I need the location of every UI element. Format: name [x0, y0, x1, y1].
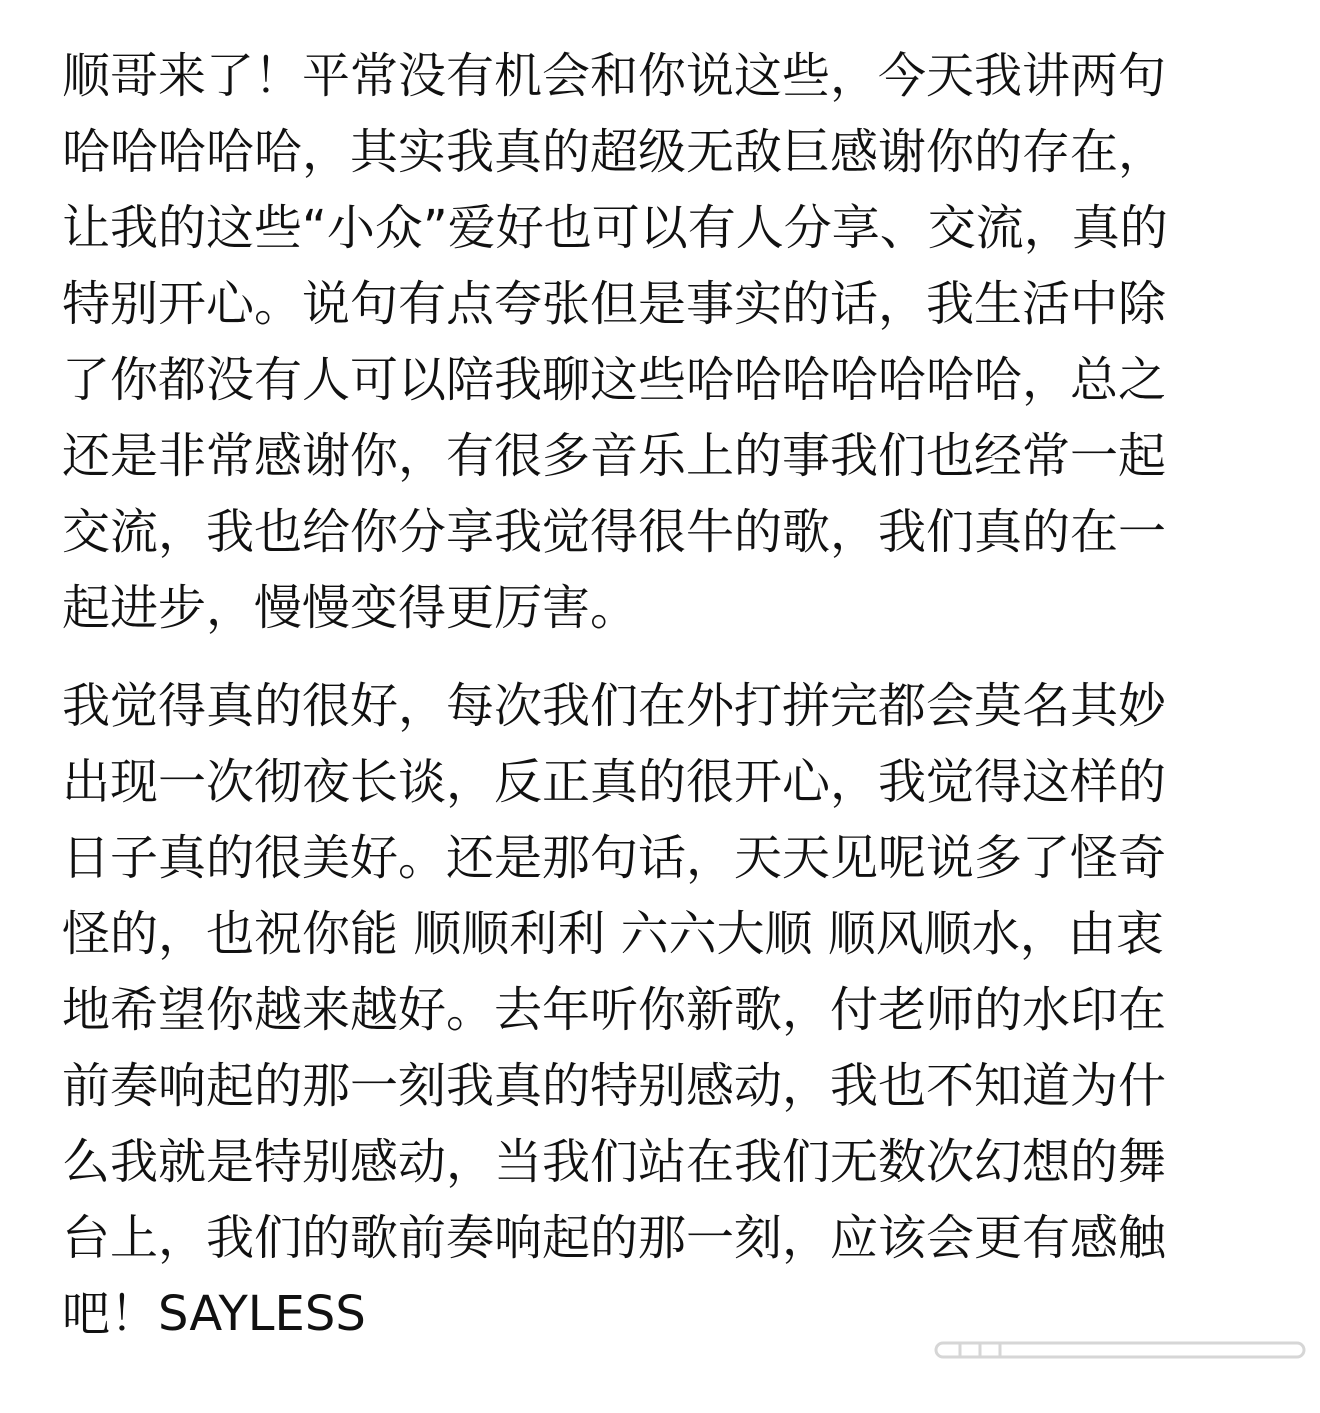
paragraph-2	[62, 668, 1252, 1352]
post-text	[62, 38, 1252, 1352]
text-line: 前奏响起的那一刻我真的特别感动，我也不知道为什	[62, 1058, 1167, 1114]
paragraph-1	[62, 38, 1252, 646]
text-line: 还是非常感谢你，有很多音乐上的事我们也经常一起	[62, 428, 1167, 484]
text-line: 么我就是特别感动，当我们站在我们无数次幻想的舞	[62, 1134, 1167, 1190]
watermark-image	[930, 1339, 1310, 1361]
text-line: 让我的这些“小众”爱好也可以有人分享、交流，真的	[62, 200, 1168, 256]
text-line: 了你都没有人可以陪我聊这些哈哈哈哈哈哈哈，总之	[62, 352, 1167, 408]
text-line: 吧！SAYLESS	[62, 1286, 366, 1342]
text-line: 出现一次彻夜长谈，反正真的很开心，我觉得这样的	[62, 754, 1167, 810]
text-line: 顺哥来了！平常没有机会和你说这些，今天我讲两句	[62, 48, 1167, 104]
text-line: 特别开心。说句有点夸张但是事实的话，我生活中除	[62, 276, 1167, 332]
text-line: 哈哈哈哈哈，其实我真的超级无敌巨感谢你的存在，	[62, 124, 1167, 180]
text-line: 交流，我也给你分享我觉得很牛的歌，我们真的在一	[62, 504, 1167, 560]
paragraph-spacer	[62, 646, 1252, 668]
text-line: 日子真的很美好。还是那句话，天天见呢说多了怪奇	[62, 830, 1167, 886]
text-line: 怪的，也祝你能 顺顺利利 六六大顺 顺风顺水，由衷	[62, 906, 1164, 962]
text-line: 我觉得真的很好，每次我们在外打拼完都会莫名其妙	[62, 678, 1167, 734]
text-line: 台上，我们的歌前奏响起的那一刻，应该会更有感触	[62, 1210, 1167, 1266]
text-line: 地希望你越来越好。去年听你新歌，付老师的水印在	[62, 982, 1167, 1038]
text-line: 起进步，慢慢变得更厉害。	[62, 580, 639, 636]
